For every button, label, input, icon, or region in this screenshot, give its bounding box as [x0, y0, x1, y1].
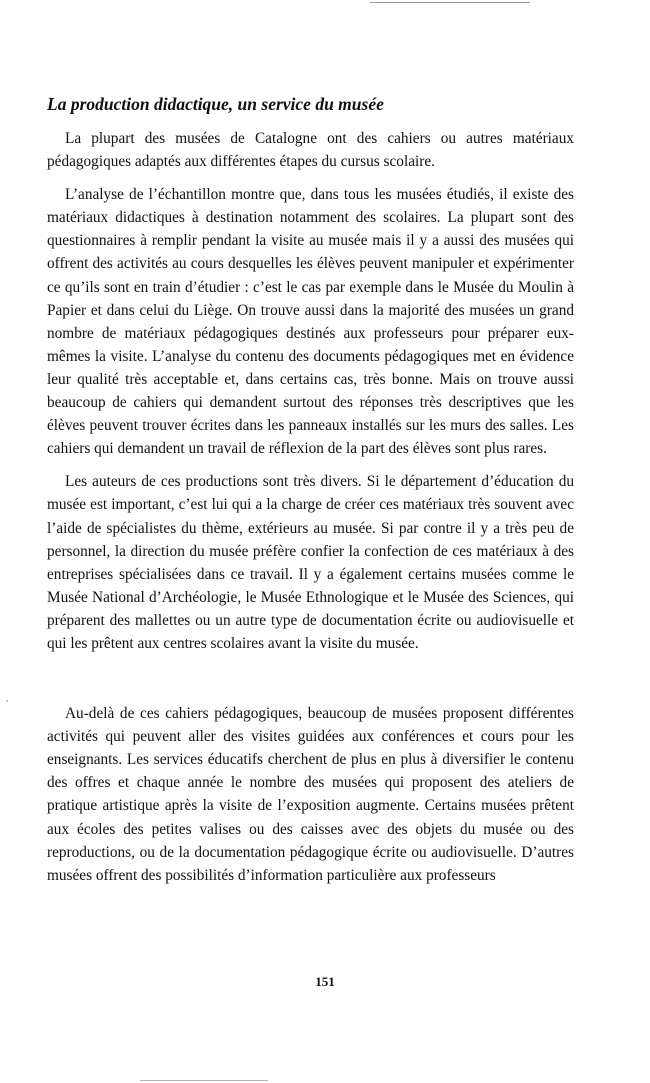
paragraph-activities: Au-delà de ces cahiers pédagogiques, beaucoup de musées proposent différentes activités qui peuvent aller des visites guidées aux conférences et cours pour les enseignants. Les services éducatifs cherchent de plus en plus à diversifier le contenu des offres et chaque année le nombre des musées qui proposent des ateliers de pratique artistique après la visite de l’exposition augmente. Certains musées prêtent aux écoles des petites valises ou des caisses avec des objets du musée ou des reproductions, ou de la documentation pédagogique écrite ou audiovisuelle. D’autres musées offrent des possibilités d’information particulière aux professeurs — [47, 705, 574, 884]
scan-speck — [6, 700, 8, 702]
scan-edge-line-top — [370, 2, 530, 3]
section-heading: La production didactique, un service du musée — [47, 94, 384, 114]
paragraph-intro: La plupart des musées de Catalogne ont des cahiers ou autres matériaux pédagogiques adaptés aux différentes étapes du cursus scolaire. — [47, 130, 574, 171]
page-number: 151 — [315, 974, 335, 989]
paragraph-authors: Les auteurs de ces productions sont très divers. Si le département d’éducation du musée est important, c’est lui qui a la charge de créer ces matériaux très souvent avec l’aide de spécialistes du thème, extérieurs au musée. Si par contre il y a très peu de personnel, la direction du musée préfère confier la confection de ces matériaux à des entreprises spécialisées dans ce travail. Il y a également certains musées comme le Musée National d’Archéologie, le Musée Ethnologique et le Musée des Sciences, qui préparent des mallettes ou un autre type de documentation écrite ou audiovisuelle et qui les prêtent aux centres scolaires avant la visite du musée. — [47, 473, 574, 652]
paragraph-sample-analysis: L’analyse de l’échantillon montre que, dans tous les musées étudiés, il existe des matériaux didactiques à destination notamment des scolaires. La plupart sont des questionnaires à remplir pendant la visite au musée mais il y a aussi des musées qui offrent des activités au cours desquelles les élèves peuvent manipuler et expérimenter ce qu’ils sont en train d’étudier : c’est le cas par exemple dans le Musée du Moulin à Papier et dans celui du Liège. On trouve aussi dans la majorité des musées un grand nombre de matériaux pédagogiques destinés aux professeurs pour préparer eux-mêmes la visite. L’analyse du contenu des documents pédagogiques met en évidence leur qualité très acceptable et, dans certains cas, très bonne. Mais on trouve aussi beaucoup de cahiers qui demandent surtout des réponses très descriptives que les élèves peuvent trouver écrites dans les panneaux installés sur les murs des salles. Les cahiers qui demandent un travail de réflexion de la part des élèves sont plus rares. — [47, 186, 574, 458]
scan-edge-line-bottom — [140, 1080, 268, 1081]
page-body — [47, 92, 574, 887]
